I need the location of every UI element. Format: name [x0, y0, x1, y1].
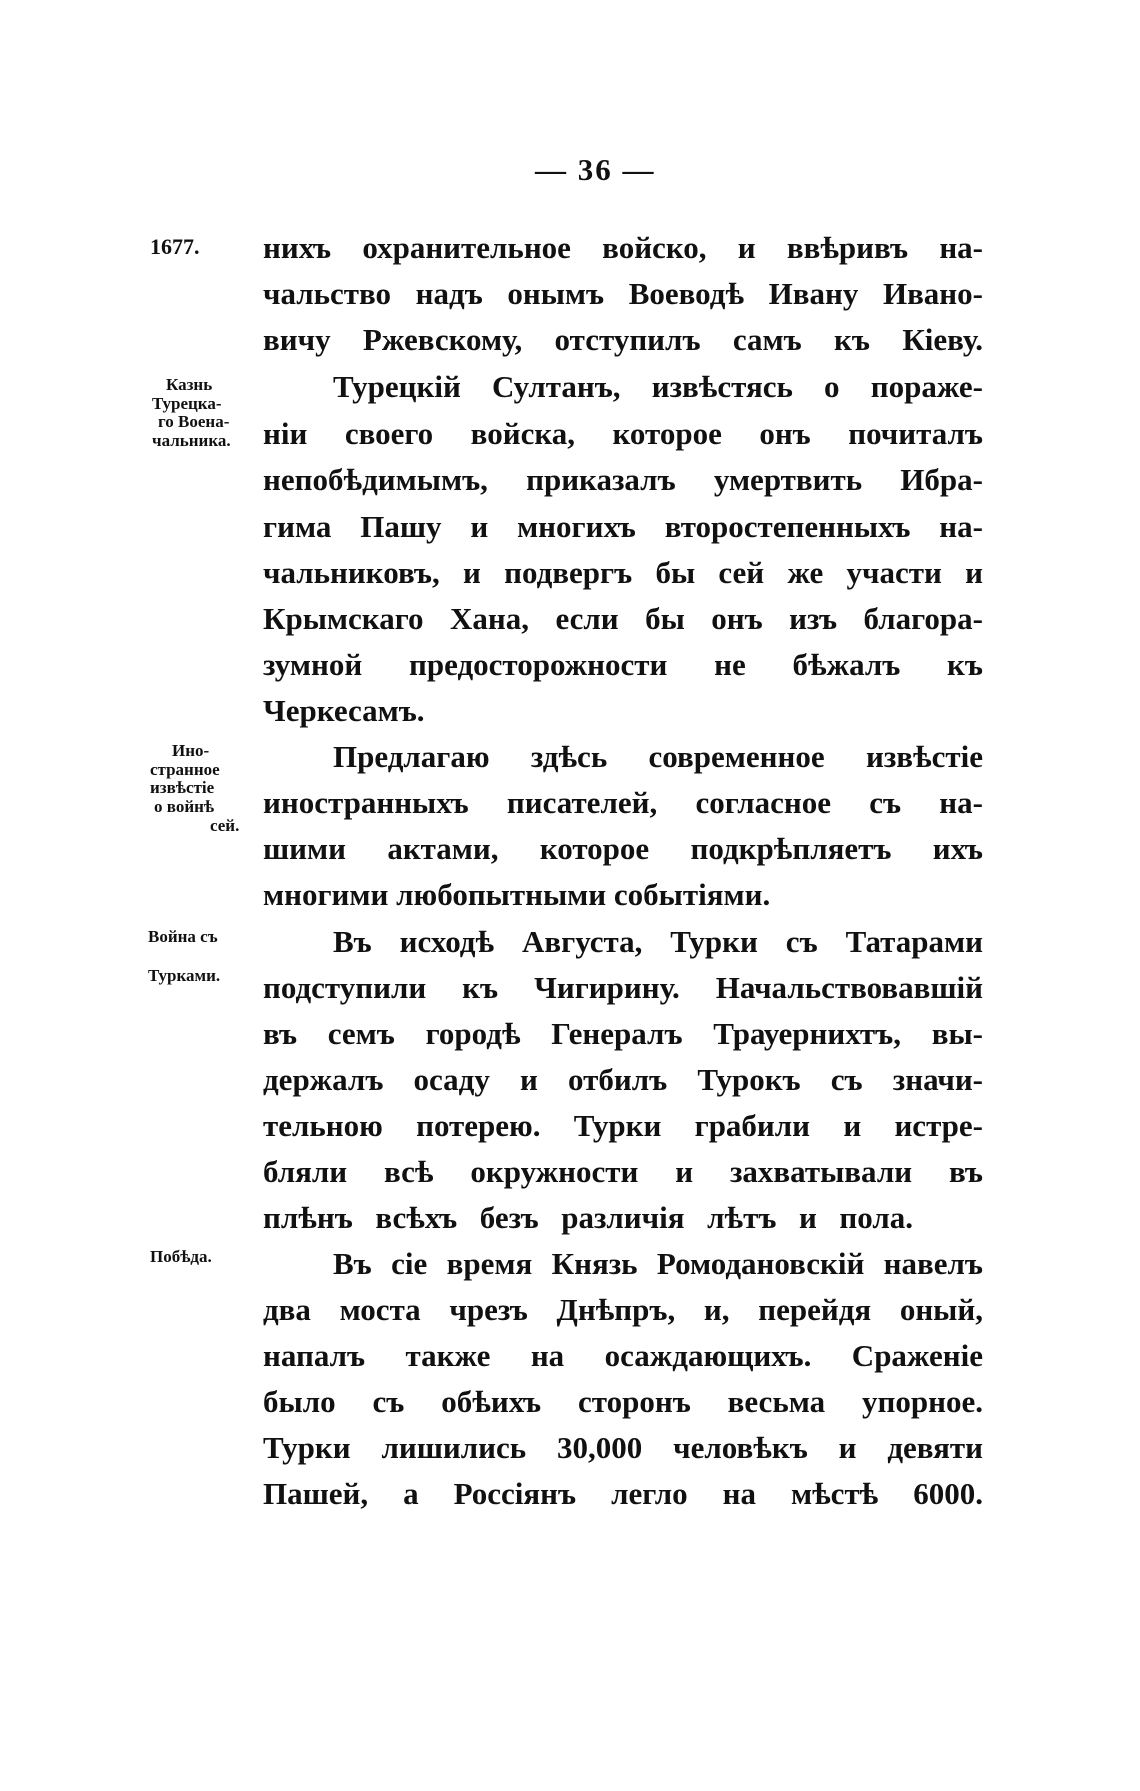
margin-note-line: Ино- — [172, 741, 210, 760]
margin-note-foreign — [150, 742, 255, 835]
margin-note-line: Война съ — [148, 927, 218, 946]
text-line: Турки лишились 30,000 человѣкъ и девяти — [263, 1430, 983, 1465]
margin-note-line: Турками. — [148, 965, 221, 985]
text-line: нихъ охранительное войско, и ввѣривъ на- — [263, 230, 983, 265]
text-line: держалъ осаду и отбилъ Турокъ съ значи- — [263, 1062, 983, 1097]
margin-note-line: о войнѣ — [154, 797, 215, 817]
text-line: шими актами, которое подкрѣпляетъ ихъ — [263, 831, 983, 866]
text-line: гима Пашу и многихъ второстепенныхъ на- — [263, 509, 983, 544]
text-line: иностранныхъ писателей, согласное съ на- — [263, 785, 983, 820]
text-line: многими любопытными событіями. — [263, 877, 771, 912]
margin-note-line: Турецка- — [152, 393, 222, 413]
text-line: вичу Ржевскому, отступилъ самъ къ Кіеву. — [263, 322, 983, 357]
margin-note-line: извѣстіе — [150, 778, 215, 798]
margin-year: 1677. — [150, 234, 200, 259]
margin-note-execution — [152, 376, 252, 451]
text-line: Предлагаю здѣсь современное извѣстіе — [333, 739, 983, 774]
text-line: ніи своего войска, которое онъ почиталъ — [263, 416, 983, 451]
margin-note-line: Казнь — [166, 375, 213, 394]
page-number: — 36 — — [535, 152, 656, 187]
text-line: въ семъ городѣ Генералъ Трауернихтъ, вы- — [263, 1016, 983, 1051]
text-line: Черкесамъ. — [263, 693, 425, 728]
margin-note-line: странное — [150, 759, 220, 779]
text-line: непобѣдимымъ, приказалъ умертвить Ибра- — [263, 462, 983, 497]
margin-note-war — [148, 928, 258, 985]
text-line: чальниковъ, и подвергъ бы сей же участи и — [263, 555, 983, 590]
margin-note-line: го Военa- — [158, 412, 230, 432]
text-line: плѣнъ всѣхъ безъ различія лѣтъ и пола. — [263, 1200, 913, 1235]
text-line: чальство надъ онымъ Воеводѣ Ивану Ивано- — [263, 276, 983, 311]
text-line: напалъ также на осаждающихъ. Сраженіе — [263, 1338, 983, 1373]
text-line: два моста чрезъ Днѣпръ, и, перейдя оный, — [263, 1292, 983, 1327]
text-line: Крымскаго Хана, если бы онъ изъ благора- — [263, 601, 983, 636]
text-line: бляли всѣ окружности и захватывали въ — [263, 1154, 983, 1189]
text-line: Турецкій Султанъ, извѣстясь о пораже- — [333, 369, 983, 404]
text-line: было съ обѣихъ сторонъ весьма упорное. — [263, 1384, 983, 1419]
text-line: Въ исходѣ Августа, Турки съ Татарами — [333, 924, 983, 959]
margin-note-victory: Побѣда. — [150, 1247, 212, 1266]
text-line: Пашей, а Россіянъ легло на мѣстѣ 6000. — [263, 1476, 983, 1511]
text-line: тельною потерею. Турки грабили и истре- — [263, 1108, 983, 1143]
text-line: подступили къ Чигирину. Начальствовавшій — [263, 970, 983, 1005]
text-line: Въ сіе время Князь Ромодановскій навелъ — [333, 1246, 983, 1281]
margin-note-line: сей. — [210, 815, 240, 835]
margin-note-line: чальника. — [152, 431, 231, 451]
text-line: зумной предосторожности не бѣжалъ къ — [263, 647, 983, 682]
